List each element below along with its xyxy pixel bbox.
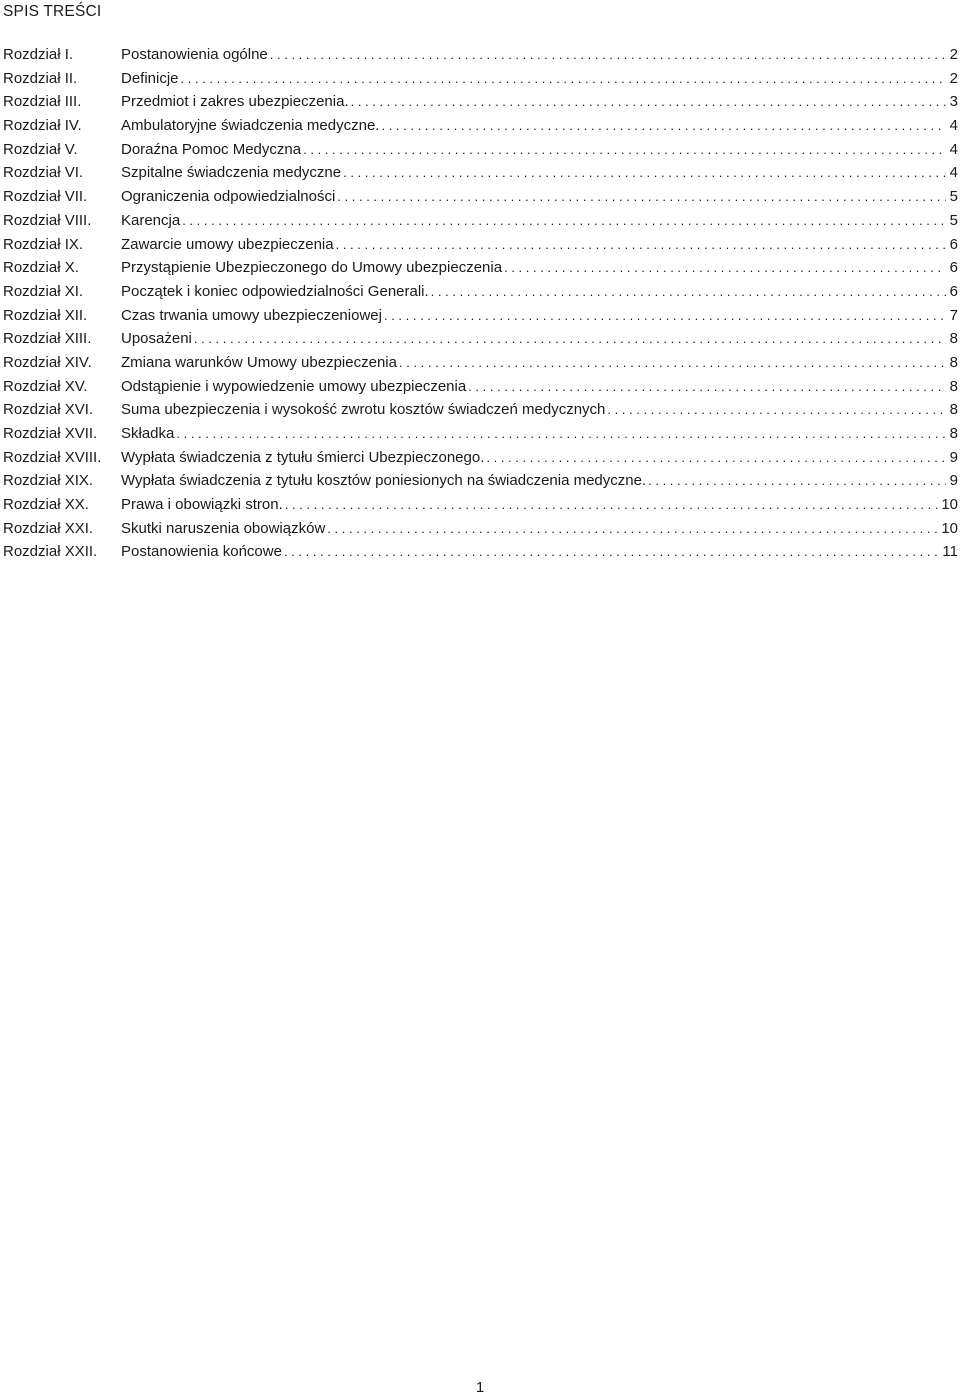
toc-dot-leader [336, 233, 946, 257]
toc-chapter-title[interactable]: Uposażeni [121, 330, 192, 348]
toc-chapter-number: Rozdział IV. [3, 117, 82, 135]
toc-chapter-title[interactable]: Przedmiot i zakres ubezpieczenia. [121, 93, 349, 111]
toc-dot-leader [182, 209, 946, 233]
toc-page-number: 9 [949, 472, 958, 490]
toc-dot-leader [351, 90, 946, 114]
toc-page-number: 8 [949, 401, 958, 419]
toc-chapter-number: Rozdział XIX. [3, 472, 94, 490]
toc-dot-leader [285, 493, 940, 517]
toc-dot-leader [181, 67, 946, 91]
toc-row[interactable] [3, 351, 960, 375]
toc-page-number: 8 [949, 425, 958, 442]
toc-chapter-title[interactable]: Wypłata świadczenia z tytułu śmierci Ubezpieczonego. [121, 448, 485, 466]
toc-row[interactable] [3, 185, 960, 209]
toc-row[interactable] [3, 256, 960, 280]
toc-page-number: 4 [949, 140, 958, 158]
toc-dot-leader [284, 540, 940, 564]
toc-dot-leader [194, 327, 946, 351]
toc-page-number: 6 [949, 235, 958, 253]
toc-chapter-title[interactable]: Prawa i obowiązki stron. [121, 496, 283, 514]
toc-dot-leader [381, 114, 946, 138]
toc-page-number: 10 [941, 496, 958, 514]
toc-chapter-number: Rozdział V. [3, 140, 78, 158]
toc-chapter-title[interactable]: Postanowienia ogólne [121, 46, 268, 63]
toc-page-number: 8 [949, 353, 958, 371]
toc-dot-leader [486, 446, 946, 470]
toc-chapter-title[interactable]: Zmiana warunków Umowy ubezpieczenia [121, 353, 397, 371]
toc-row[interactable] [3, 327, 960, 351]
toc-row[interactable] [3, 540, 960, 564]
toc-dot-leader [303, 138, 946, 162]
toc-row[interactable] [3, 398, 960, 422]
toc-chapter-number: Rozdział VII. [3, 188, 88, 206]
toc-chapter-number: Rozdział XIII. [3, 330, 92, 348]
toc-dot-leader [648, 469, 946, 493]
toc-row[interactable] [3, 422, 960, 446]
toc-page-number: 9 [949, 448, 958, 466]
toc-page-number: 8 [949, 377, 958, 395]
toc-page-number: 2 [949, 69, 958, 87]
toc-row[interactable] [3, 90, 960, 114]
toc-dot-leader [176, 422, 946, 446]
toc-chapter-title[interactable]: Zawarcie umowy ubezpieczenia [121, 235, 334, 253]
toc-row[interactable] [3, 114, 960, 138]
toc-row[interactable] [3, 517, 960, 541]
toc-page-number: 5 [949, 211, 958, 229]
toc-page-number: 2 [949, 46, 958, 63]
toc-chapter-number: Rozdział XII. [3, 306, 88, 324]
toc-chapter-number: Rozdział XXII. [3, 543, 98, 561]
toc-row[interactable] [3, 469, 960, 493]
toc-dot-leader [607, 398, 946, 422]
table-of-contents [3, 43, 960, 564]
toc-chapter-title[interactable]: Postanowienia końcowe [121, 543, 282, 561]
toc-chapter-title[interactable]: Przystąpienie Ubezpieczonego do Umowy ubezpieczenia [121, 259, 503, 277]
toc-chapter-number: Rozdział XVII. [3, 425, 98, 442]
toc-dot-leader [270, 43, 946, 67]
toc-chapter-title[interactable]: Doraźna Pomoc Medyczna [121, 140, 302, 158]
toc-dot-leader [504, 256, 946, 280]
toc-row[interactable] [3, 161, 960, 185]
toc-chapter-number: Rozdział II. [3, 69, 78, 87]
toc-chapter-number: Rozdział X. [3, 259, 79, 277]
toc-row[interactable] [3, 493, 960, 517]
toc-page-number: 3 [949, 93, 958, 111]
toc-page-number: 6 [949, 282, 958, 300]
toc-chapter-number: Rozdział XXI. [3, 519, 94, 537]
toc-row[interactable] [3, 375, 960, 399]
toc-chapter-number: Rozdział XIV. [3, 353, 92, 371]
toc-dot-leader [431, 280, 946, 304]
toc-chapter-number: Rozdział III. [3, 93, 82, 111]
toc-chapter-title[interactable]: Karencja [121, 211, 181, 229]
toc-row[interactable] [3, 67, 960, 91]
toc-dot-leader [337, 185, 946, 209]
toc-page-number: 4 [949, 164, 958, 182]
toc-chapter-title[interactable]: Suma ubezpieczenia i wysokość zwrotu kosztów świadczeń medycznych [121, 401, 606, 419]
toc-dot-leader [384, 304, 946, 328]
toc-chapter-number: Rozdział XVIII. [3, 448, 102, 466]
toc-chapter-title[interactable]: Czas trwania umowy ubezpieczeniowej [121, 306, 382, 324]
toc-row[interactable] [3, 233, 960, 257]
toc-chapter-title[interactable]: Odstąpienie i wypowiedzenie umowy ubezpieczenia [121, 377, 467, 395]
toc-dot-leader [399, 351, 946, 375]
toc-page-number: 4 [949, 117, 958, 135]
toc-row[interactable] [3, 280, 960, 304]
toc-page-number: 6 [949, 259, 958, 277]
toc-row[interactable] [3, 209, 960, 233]
toc-chapter-number: Rozdział XVI. [3, 401, 94, 419]
toc-page-number: 8 [949, 330, 958, 348]
toc-chapter-title[interactable]: Wypłata świadczenia z tytułu kosztów poniesionych na świadczenia medyczne. [121, 472, 647, 490]
toc-chapter-number: Rozdział IX. [3, 235, 84, 253]
toc-chapter-title[interactable]: Ograniczenia odpowiedzialności [121, 188, 336, 206]
toc-chapter-number: Rozdział VIII. [3, 211, 92, 229]
toc-chapter-title[interactable]: Szpitalne świadczenia medyczne [121, 164, 342, 182]
toc-dot-leader [468, 375, 946, 399]
toc-row[interactable] [3, 43, 960, 67]
page-number: 1 [475, 1379, 485, 1396]
toc-chapter-number: Rozdział XI. [3, 282, 84, 300]
toc-page-number: 10 [941, 519, 958, 537]
toc-page-number: 5 [949, 188, 958, 206]
toc-dot-leader [327, 517, 939, 541]
page-title: SPIS TREŚCI [3, 3, 102, 20]
toc-page-number: 11 [942, 543, 958, 561]
toc-chapter-title[interactable]: Ambulatoryjne świadczenia medyczne. [121, 117, 380, 135]
toc-chapter-number: Rozdział XV. [3, 377, 88, 395]
toc-chapter-title[interactable]: Skutki naruszenia obowiązków [121, 519, 326, 537]
toc-row[interactable] [3, 446, 960, 470]
toc-chapter-title[interactable]: Początek i koniec odpowiedzialności Generali. [121, 282, 429, 300]
toc-row[interactable] [3, 304, 960, 328]
toc-page-number: 7 [949, 306, 958, 324]
toc-chapter-number: Rozdział I. [3, 46, 74, 63]
toc-chapter-number: Rozdział VI. [3, 164, 84, 182]
toc-chapter-title[interactable]: Definicje [121, 69, 179, 87]
toc-chapter-number: Rozdział XX. [3, 496, 89, 514]
toc-chapter-title[interactable]: Składka [121, 425, 175, 442]
toc-dot-leader [343, 161, 946, 185]
toc-row[interactable] [3, 138, 960, 162]
